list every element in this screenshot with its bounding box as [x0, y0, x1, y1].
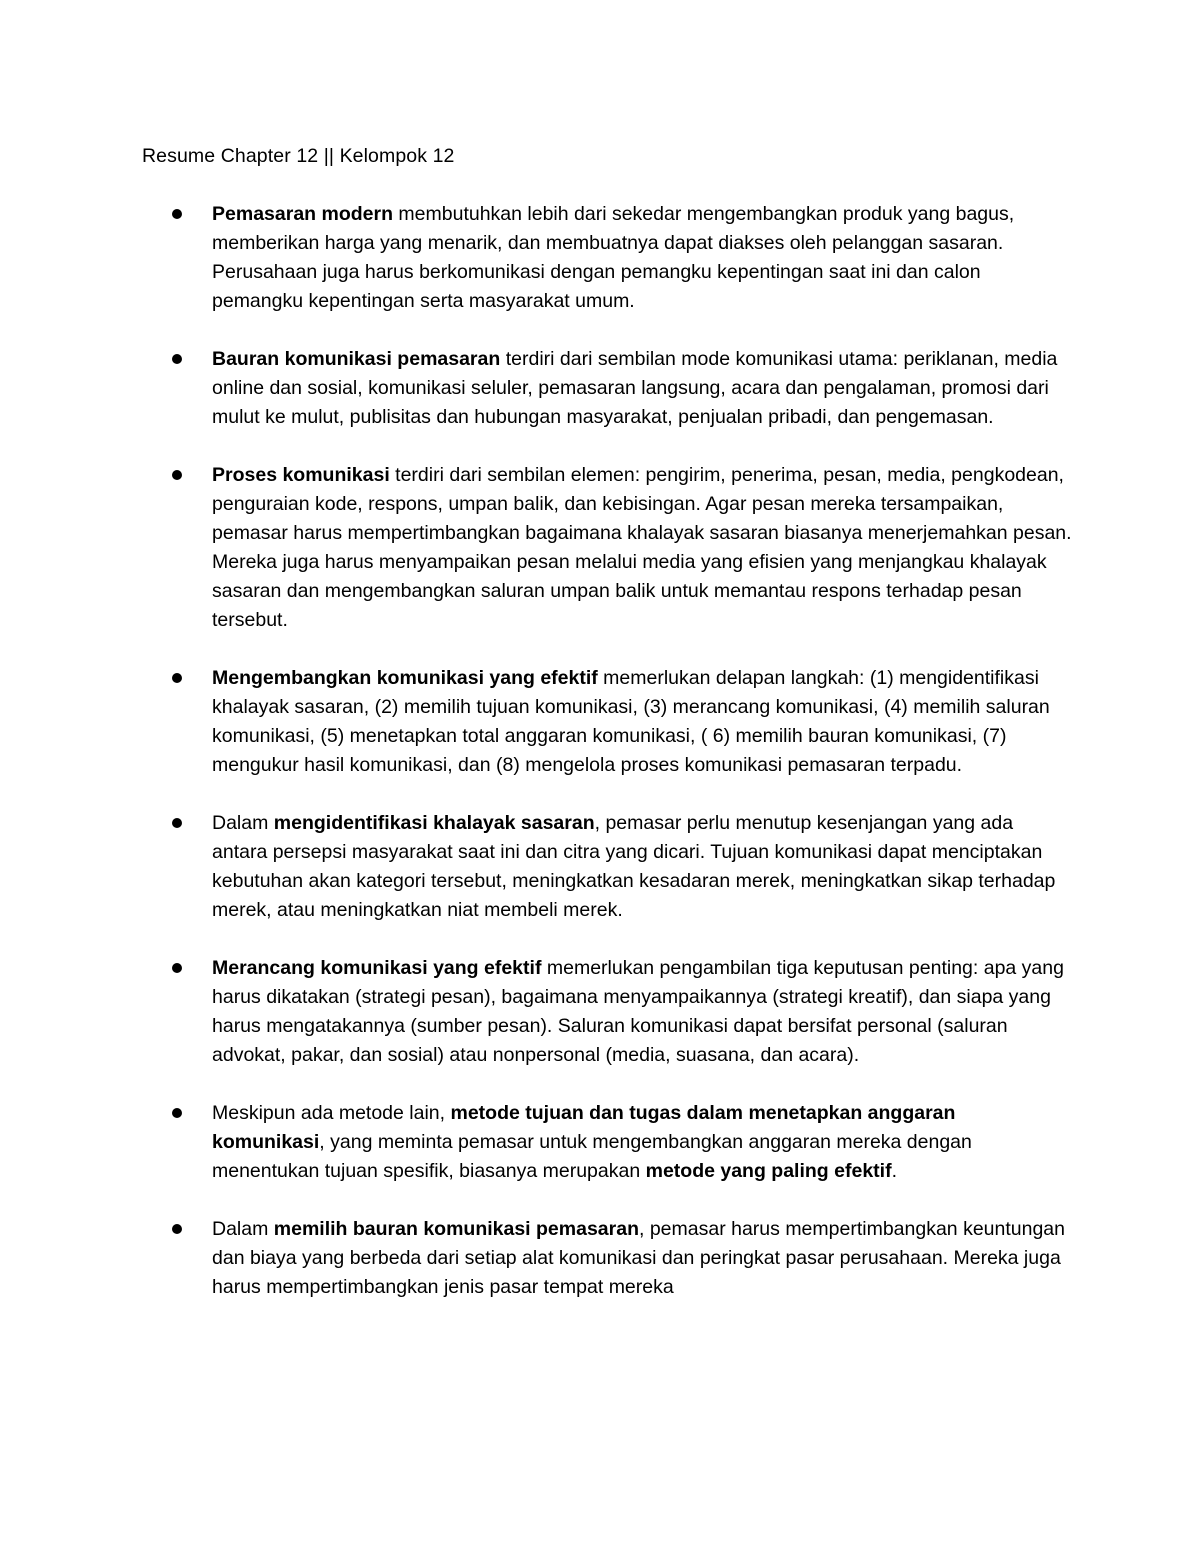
list-item [0, 809, 1072, 925]
bullet-icon [172, 354, 182, 364]
bullet-text: Dalam memilih bauran komunikasi pemasaran, pemasar harus mempertimbangkan keuntungan dan biaya yang berbeda dari setiap alat komunikasi dan peringkat pasar perusahaan. Mereka juga harus mempertimbangkan jenis pasar tempat mereka [212, 1218, 1065, 1298]
bullet-icon [172, 963, 182, 973]
bullet-icon [172, 673, 182, 683]
bullet-icon [172, 818, 182, 828]
bullet-text: Dalam mengidentifikasi khalayak sasaran, pemasar perlu menutup kesenjangan yang ada antara persepsi masyarakat saat ini dan citra yang dicari. Tujuan komunikasi dapat menciptakan kebutuhan akan kategori tersebut, meningkatkan kesadaran merek, meningkatkan sikap terhadap merek, atau meningkatkan niat membeli merek. [212, 812, 1056, 921]
bullet-icon [172, 209, 182, 219]
bullet-icon [172, 470, 182, 480]
list-item [0, 1099, 1072, 1186]
document-title: Resume Chapter 12 || Kelompok 12 [142, 145, 455, 167]
bullet-text: Mengembangkan komunikasi yang efektif memerlukan delapan langkah: (1) mengidentifikasi khalayak sasaran, (2) memilih tujuan komunikasi, (3) merancang komunikasi, (4) memilih saluran komunikasi, (5) menetapkan total anggaran komunikasi, ( 6) memilih bauran komunikasi, (7) mengukur hasil komunikasi, dan (8) mengelola proses komunikasi pemasaran terpadu. [212, 667, 1050, 776]
bullet-list [0, 200, 1200, 1331]
list-item [0, 461, 1072, 635]
list-item [0, 664, 1072, 780]
list-item [0, 1215, 1072, 1302]
bullet-icon [172, 1108, 182, 1118]
bullet-icon [172, 1224, 182, 1234]
list-item [0, 345, 1072, 432]
list-item [0, 954, 1072, 1070]
bullet-text: Pemasaran modern membutuhkan lebih dari sekedar mengembangkan produk yang bagus, memberikan harga yang menarik, dan membuatnya dapat diakses oleh pelanggan sasaran. Perusahaan juga harus berkomunikasi dengan pemangku kepentingan saat ini dan calon pemangku kepentingan serta masyarakat umum. [212, 203, 1015, 312]
bullet-text: Proses komunikasi terdiri dari sembilan elemen: pengirim, penerima, pesan, media, pengkodean, penguraian kode, respons, umpan balik, dan kebisingan. Agar pesan mereka tersampaikan, pemasar harus mempertimbangkan bagaimana khalayak sasaran biasanya menerjemahkan pesan. Mereka juga harus menyampaikan pesan melalui media yang efisien yang menjangkau khalayak sasaran dan mengembangkan saluran umpan balik untuk memantau respons terhadap pesan tersebut. [212, 464, 1072, 631]
list-item [0, 200, 1072, 316]
bullet-text: Bauran komunikasi pemasaran terdiri dari sembilan mode komunikasi utama: periklanan, media online dan sosial, komunikasi seluler, pemasaran langsung, acara dan pengalaman, promosi dari mulut ke mulut, publisitas dan hubungan masyarakat, penjualan pribadi, dan pengemasan. [212, 348, 1058, 428]
bullet-text: Meskipun ada metode lain, metode tujuan dan tugas dalam menetapkan anggaran komunikasi, yang meminta pemasar untuk mengembangkan anggaran mereka dengan menentukan tujuan spesifik, biasanya merupakan metode yang paling efektif. [212, 1102, 972, 1182]
bullet-text: Merancang komunikasi yang efektif memerlukan pengambilan tiga keputusan penting: apa yang harus dikatakan (strategi pesan), bagaimana menyampaikannya (strategi kreatif), dan siapa yang harus mengatakannya (sumber pesan). Saluran komunikasi dapat bersifat personal (saluran advokat, pakar, dan sosial) atau nonpersonal (media, suasana, dan acara). [212, 957, 1064, 1066]
